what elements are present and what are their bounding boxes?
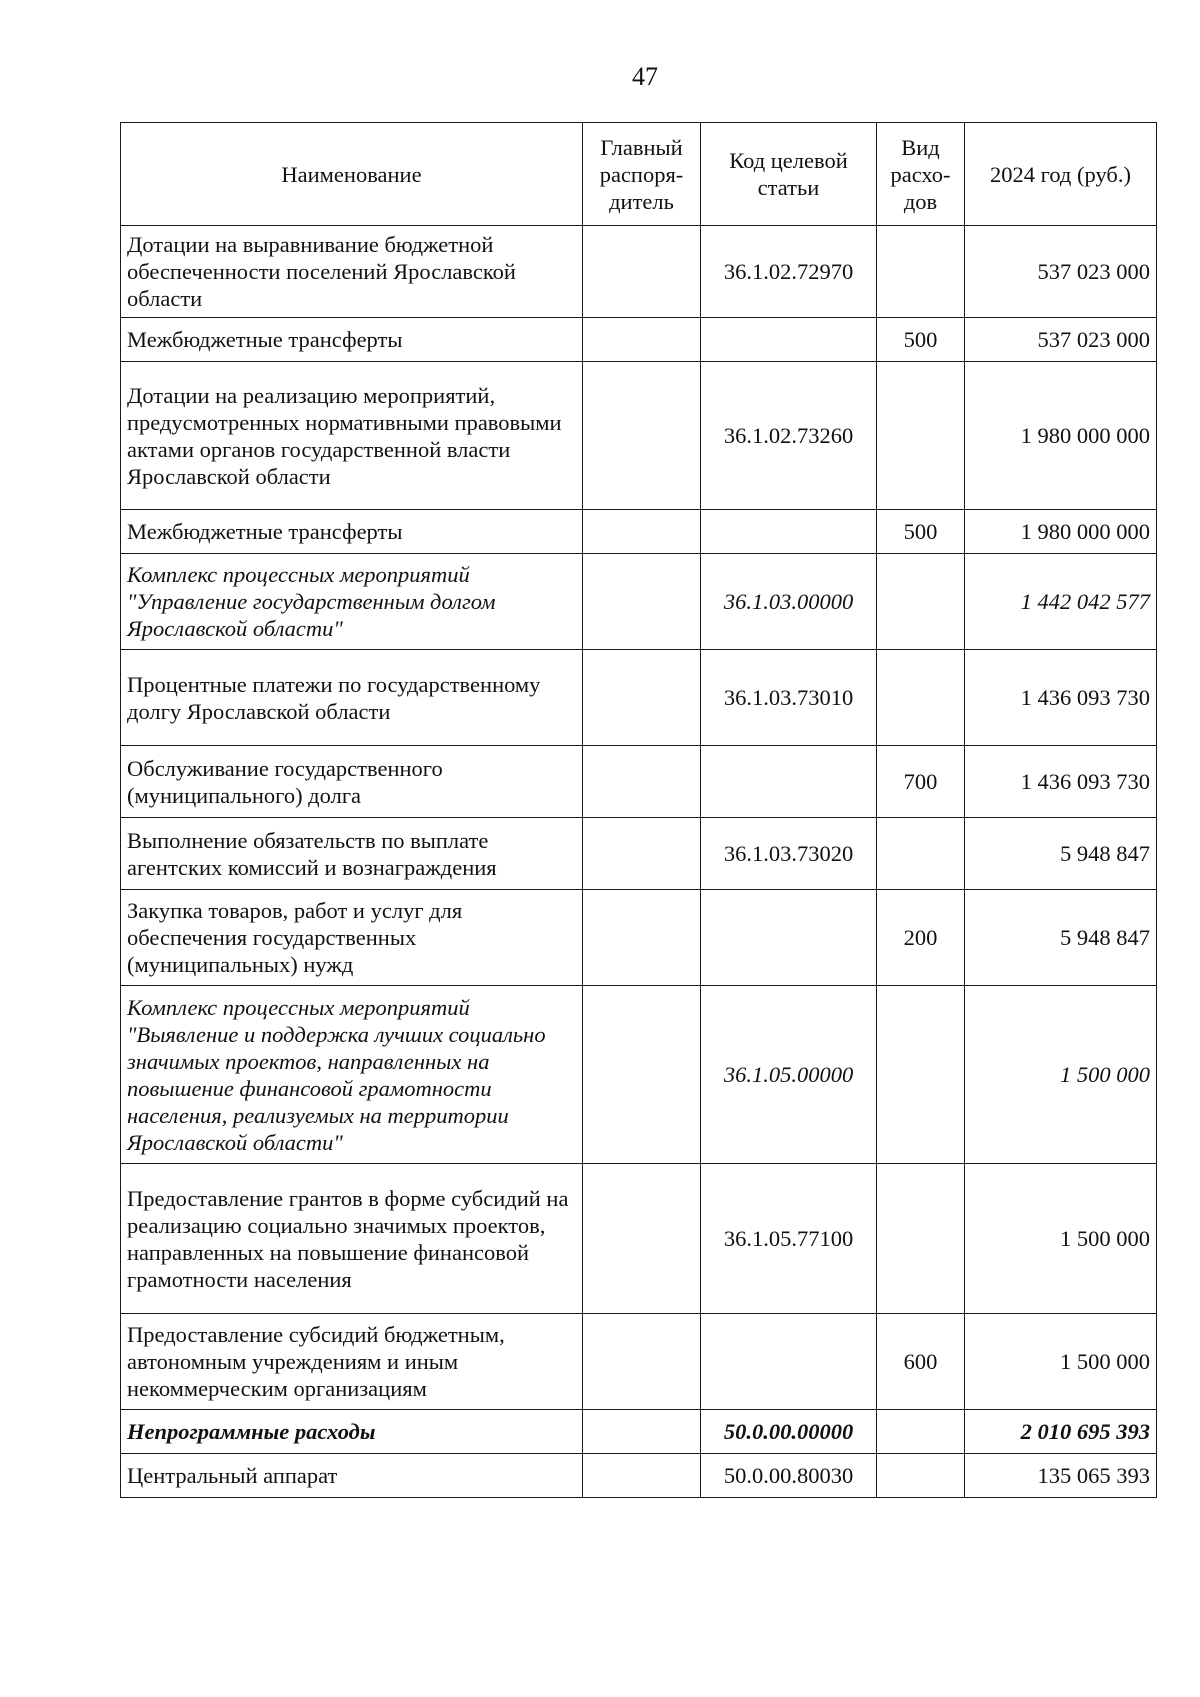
cell-admin: [583, 818, 701, 890]
cell-type: 500: [877, 318, 965, 362]
cell-name: Комплекс процессных мероприятий "Управление государственным долгом Ярославской области": [121, 554, 583, 650]
cell-name: Дотации на реализацию мероприятий, предусмотренных нормативными правовыми актами органов государственной власти Ярославской области: [121, 362, 583, 510]
cell-code: [701, 890, 877, 986]
cell-code: [701, 1314, 877, 1410]
cell-type: 500: [877, 510, 965, 554]
cell-name: Межбюджетные трансферты: [121, 318, 583, 362]
table-row: [121, 510, 1157, 554]
cell-name: Выполнение обязательств по выплате агентских комиссий и вознаграждения: [121, 818, 583, 890]
cell-type: [877, 1164, 965, 1314]
cell-name: Предоставление грантов в форме субсидий на реализацию социально значимых проектов, направленных на повышение финансовой грамотности населения: [121, 1164, 583, 1314]
page-number: 47: [632, 62, 658, 91]
table-body: [121, 226, 1157, 1498]
cell-code: [701, 318, 877, 362]
cell-code: 36.1.02.73260: [701, 362, 877, 510]
table-row: [121, 746, 1157, 818]
cell-amount: 1 500 000: [965, 1164, 1157, 1314]
cell-amount: 2 010 695 393: [965, 1410, 1157, 1454]
cell-type: 200: [877, 890, 965, 986]
table-row: [121, 318, 1157, 362]
budget-table: [120, 122, 1157, 1498]
cell-admin: [583, 1454, 701, 1498]
cell-name: Дотации на выравнивание бюджетной обеспеченности поселений Ярославской области: [121, 226, 583, 318]
table-row: [121, 1314, 1157, 1410]
cell-name: Непрограммные расходы: [121, 1410, 583, 1454]
header-code: Код целевой статьи: [701, 123, 877, 226]
cell-name: Предоставление субсидий бюджетным, автономным учреждениям и иным некоммерческим организациям: [121, 1314, 583, 1410]
cell-amount: 1 980 000 000: [965, 362, 1157, 510]
cell-admin: [583, 890, 701, 986]
cell-amount: 537 023 000: [965, 318, 1157, 362]
table-row: [121, 986, 1157, 1164]
cell-admin: [583, 1314, 701, 1410]
cell-name: Процентные платежи по государственному долгу Ярославской области: [121, 650, 583, 746]
cell-code: 36.1.03.73020: [701, 818, 877, 890]
cell-code: 36.1.02.72970: [701, 226, 877, 318]
cell-type: [877, 226, 965, 318]
header-admin: Главный распоря-дитель: [583, 123, 701, 226]
table-row: [121, 226, 1157, 318]
cell-admin: [583, 650, 701, 746]
cell-admin: [583, 510, 701, 554]
table-row: [121, 362, 1157, 510]
cell-admin: [583, 1410, 701, 1454]
header-type: Вид расхо-дов: [877, 123, 965, 226]
cell-amount: 1 442 042 577: [965, 554, 1157, 650]
cell-amount: 5 948 847: [965, 818, 1157, 890]
cell-code: 36.1.05.00000: [701, 986, 877, 1164]
table-row: [121, 650, 1157, 746]
table-row: [121, 1164, 1157, 1314]
cell-admin: [583, 362, 701, 510]
header-name: Наименование: [121, 123, 583, 226]
cell-type: [877, 986, 965, 1164]
cell-code: [701, 510, 877, 554]
cell-code: 50.0.00.80030: [701, 1454, 877, 1498]
table-row: [121, 1410, 1157, 1454]
cell-name: Закупка товаров, работ и услуг для обеспечения государственных (муниципальных) нужд: [121, 890, 583, 986]
cell-code: [701, 746, 877, 818]
table-row: [121, 554, 1157, 650]
table-header-row: [121, 123, 1157, 226]
cell-type: [877, 1454, 965, 1498]
cell-code: 36.1.03.00000: [701, 554, 877, 650]
cell-code: 36.1.03.73010: [701, 650, 877, 746]
cell-type: [877, 554, 965, 650]
cell-type: 600: [877, 1314, 965, 1410]
cell-type: [877, 1410, 965, 1454]
table-row: [121, 890, 1157, 986]
cell-amount: 5 948 847: [965, 890, 1157, 986]
cell-admin: [583, 1164, 701, 1314]
cell-name: Комплекс процессных мероприятий "Выявление и поддержка лучших социально значимых проектов, направленных на повышение финансовой грамотности населения, реализуемых на территории Ярославской области": [121, 986, 583, 1164]
cell-amount: 1 500 000: [965, 986, 1157, 1164]
cell-admin: [583, 318, 701, 362]
cell-amount: 1 436 093 730: [965, 746, 1157, 818]
cell-admin: [583, 554, 701, 650]
cell-type: [877, 650, 965, 746]
cell-admin: [583, 746, 701, 818]
cell-type: [877, 362, 965, 510]
cell-type: [877, 818, 965, 890]
cell-type: 700: [877, 746, 965, 818]
cell-name: Обслуживание государственного (муниципального) долга: [121, 746, 583, 818]
cell-code: 50.0.00.00000: [701, 1410, 877, 1454]
cell-admin: [583, 226, 701, 318]
cell-amount: 135 065 393: [965, 1454, 1157, 1498]
cell-amount: 1 436 093 730: [965, 650, 1157, 746]
cell-name: Центральный аппарат: [121, 1454, 583, 1498]
cell-name: Межбюджетные трансферты: [121, 510, 583, 554]
cell-amount: 1 500 000: [965, 1314, 1157, 1410]
cell-amount: 537 023 000: [965, 226, 1157, 318]
cell-amount: 1 980 000 000: [965, 510, 1157, 554]
cell-code: 36.1.05.77100: [701, 1164, 877, 1314]
table-row: [121, 1454, 1157, 1498]
header-amount: 2024 год (руб.): [965, 123, 1157, 226]
table-row: [121, 818, 1157, 890]
cell-admin: [583, 986, 701, 1164]
